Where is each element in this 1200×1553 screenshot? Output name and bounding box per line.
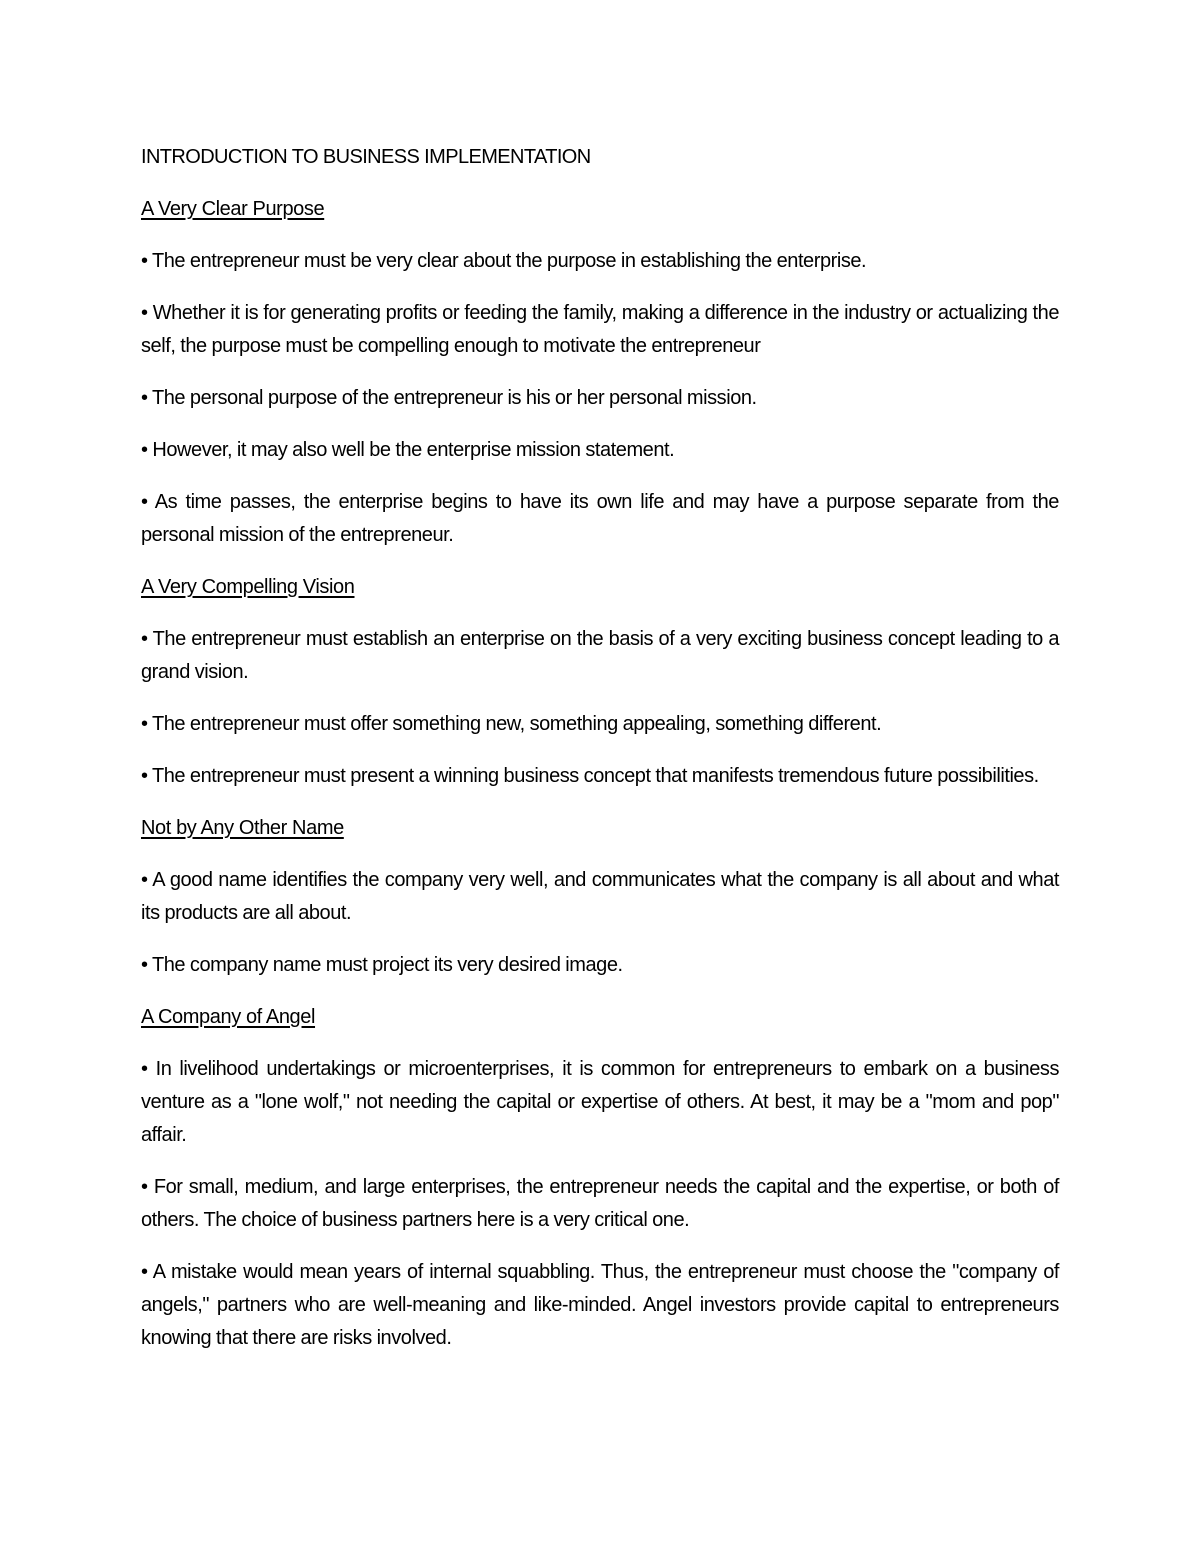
bullet-paragraph: • A mistake would mean years of internal squabbling. Thus, the entrepreneur must choose the "company of angels," partners who are well-meaning and like-minded. Angel investors provide capital to entrepreneurs knowing that there are risks involved.: [141, 1261, 1059, 1349]
section-not-by-any-other-name: [141, 812, 1059, 982]
bullet-paragraph: • The entrepreneur must offer something new, something appealing, something different.: [141, 713, 882, 735]
bullet-paragraph: • The company name must project its very desired image.: [141, 954, 623, 976]
document-title: INTRODUCTION TO BUSINESS IMPLEMENTATION: [141, 146, 591, 168]
bullet-paragraph: • A good name identifies the company very well, and communicates what the company is all about and what its products are all about.: [141, 869, 1059, 924]
bullet-paragraph: • Whether it is for generating profits or feeding the family, making a difference in the industry or actualizing the self, the purpose must be compelling enough to motivate the entrepreneur: [141, 302, 1059, 357]
bullet-paragraph: • In livelihood undertakings or microenterprises, it is common for entrepreneurs to embark on a business venture as a "lone wolf," not needing the capital or expertise of others. At best, it may be a "mom and pop" affair.: [141, 1058, 1059, 1146]
section-clear-purpose: [141, 193, 1059, 552]
section-heading: A Very Compelling Vision: [141, 576, 355, 598]
section-heading: A Very Clear Purpose: [141, 198, 325, 220]
bullet-paragraph: • The personal purpose of the entrepreneur is his or her personal mission.: [141, 387, 757, 409]
section-heading: A Company of Angel: [141, 1006, 316, 1028]
document-page: [141, 141, 1059, 1374]
section-company-of-angel: [141, 1001, 1059, 1355]
bullet-paragraph: • However, it may also well be the enterprise mission statement.: [141, 439, 675, 461]
bullet-paragraph: • The entrepreneur must present a winning business concept that manifests tremendous future possibilities.: [141, 765, 1039, 787]
section-heading: Not by Any Other Name: [141, 817, 344, 839]
bullet-paragraph: • As time passes, the enterprise begins to have its own life and may have a purpose separate from the personal mission of the entrepreneur.: [141, 491, 1059, 546]
bullet-paragraph: • The entrepreneur must be very clear about the purpose in establishing the enterprise.: [141, 250, 867, 272]
bullet-paragraph: • For small, medium, and large enterprises, the entrepreneur needs the capital and the expertise, or both of others. The choice of business partners here is a very critical one.: [141, 1176, 1059, 1231]
bullet-paragraph: • The entrepreneur must establish an enterprise on the basis of a very exciting business concept leading to a grand vision.: [141, 628, 1059, 683]
section-compelling-vision: [141, 571, 1059, 793]
